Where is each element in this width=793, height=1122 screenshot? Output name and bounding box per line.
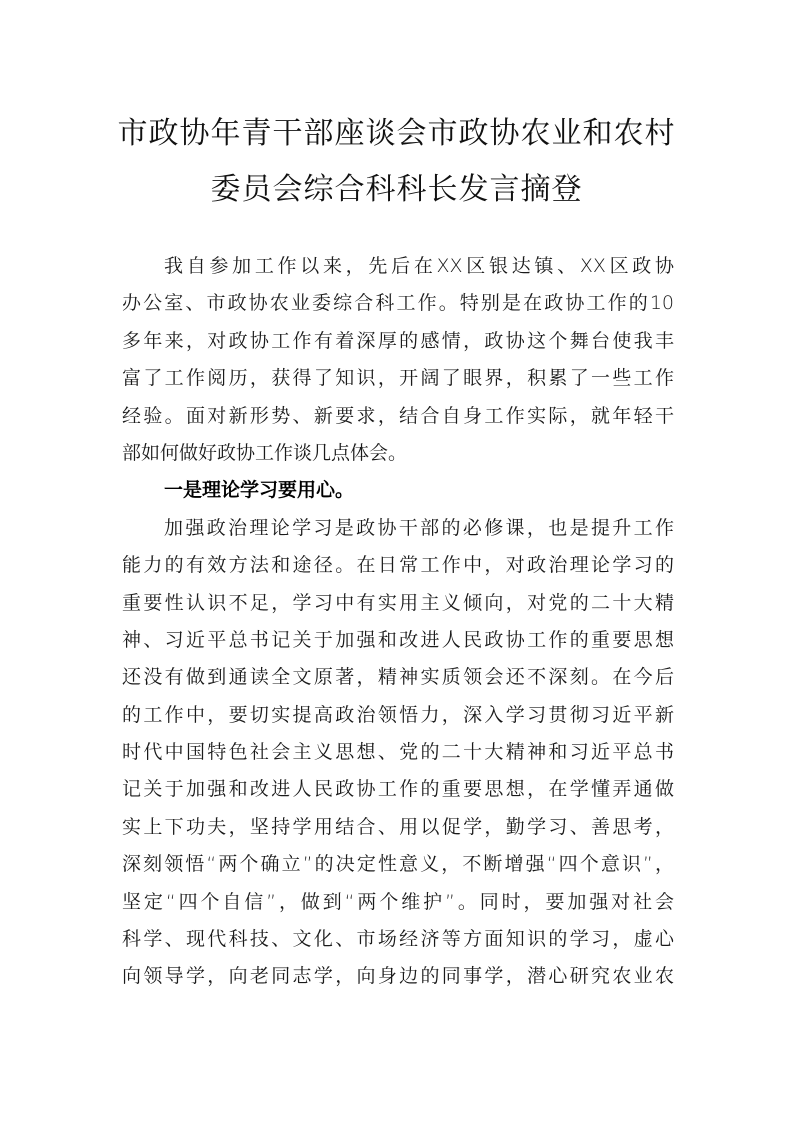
paragraph-2-line: 科学、现代科技、文化、市场经济等方面知识的学习，虚心: [122, 928, 674, 951]
paragraph-1-line: 我自参加工作以来，先后在XX区银达镇、XX区政协: [164, 255, 674, 277]
paragraph-1-line: 多年来，对政协工作有着深厚的感情，政协这个舞台使我丰: [122, 329, 674, 352]
paragraph-2-line: 加强政治理论学习是政协干部的必修课，也是提升工作: [164, 516, 674, 539]
paragraph-2-line: 坚定“四个自信”，做到“两个维护”。同时，要加强对社会: [122, 890, 674, 913]
paragraph-2-line: 还没有做到通读全文原著，精神实质领会还不深刻。在今后: [122, 666, 674, 689]
paragraph-2-line: 时代中国特色社会主义思想、党的二十大精神和习近平总书: [122, 741, 674, 764]
paragraph-2-line: 记关于加强和改进人民政协工作的重要思想，在学懂弄通做: [122, 778, 674, 801]
paragraph-1-line: 富了工作阅历，获得了知识，开阔了眼界，积累了一些工作: [122, 367, 674, 390]
document-body: [122, 248, 674, 996]
document-title-line-1: 市政协年青干部座谈会市政协农业和农村: [117, 116, 676, 151]
paragraph-1-line: 经验。面对新形势、新要求，结合自身工作实际，就年轻干: [122, 404, 674, 427]
paragraph-2-line: 实上下功夫，坚持学用结合、用以促学，勤学习、善思考，: [122, 815, 674, 838]
paragraph-1-line: 部如何做好政协工作谈几点体会。: [122, 441, 408, 464]
paragraph-2-line: 的工作中，要切实提高政治领悟力，深入学习贯彻习近平新: [122, 703, 674, 726]
paragraph-2-line: 深刻领悟“两个确立”的决定性意义，不断增强“四个意识”，: [122, 853, 674, 876]
paragraph-2-line: 向领导学，向老同志学，向身边的同事学，潜心研究农业农: [122, 965, 674, 988]
paragraph-2-line: 能力的有效方法和途径。在日常工作中，对政治理论学习的: [122, 554, 674, 577]
paragraph-1-line: 办公室、市政协农业委综合科工作。特别是在政协工作的10: [122, 292, 674, 315]
document-title-line-2: 委员会综合科科长发言摘登: [210, 172, 583, 207]
paragraph-2-line: 神、习近平总书记关于加强和改进人民政协工作的重要思想: [122, 628, 674, 651]
section-heading: 一是理论学习要用心。: [164, 479, 355, 502]
paragraph-2-line: 重要性认识不足，学习中有实用主义倾向，对党的二十大精: [122, 591, 674, 614]
